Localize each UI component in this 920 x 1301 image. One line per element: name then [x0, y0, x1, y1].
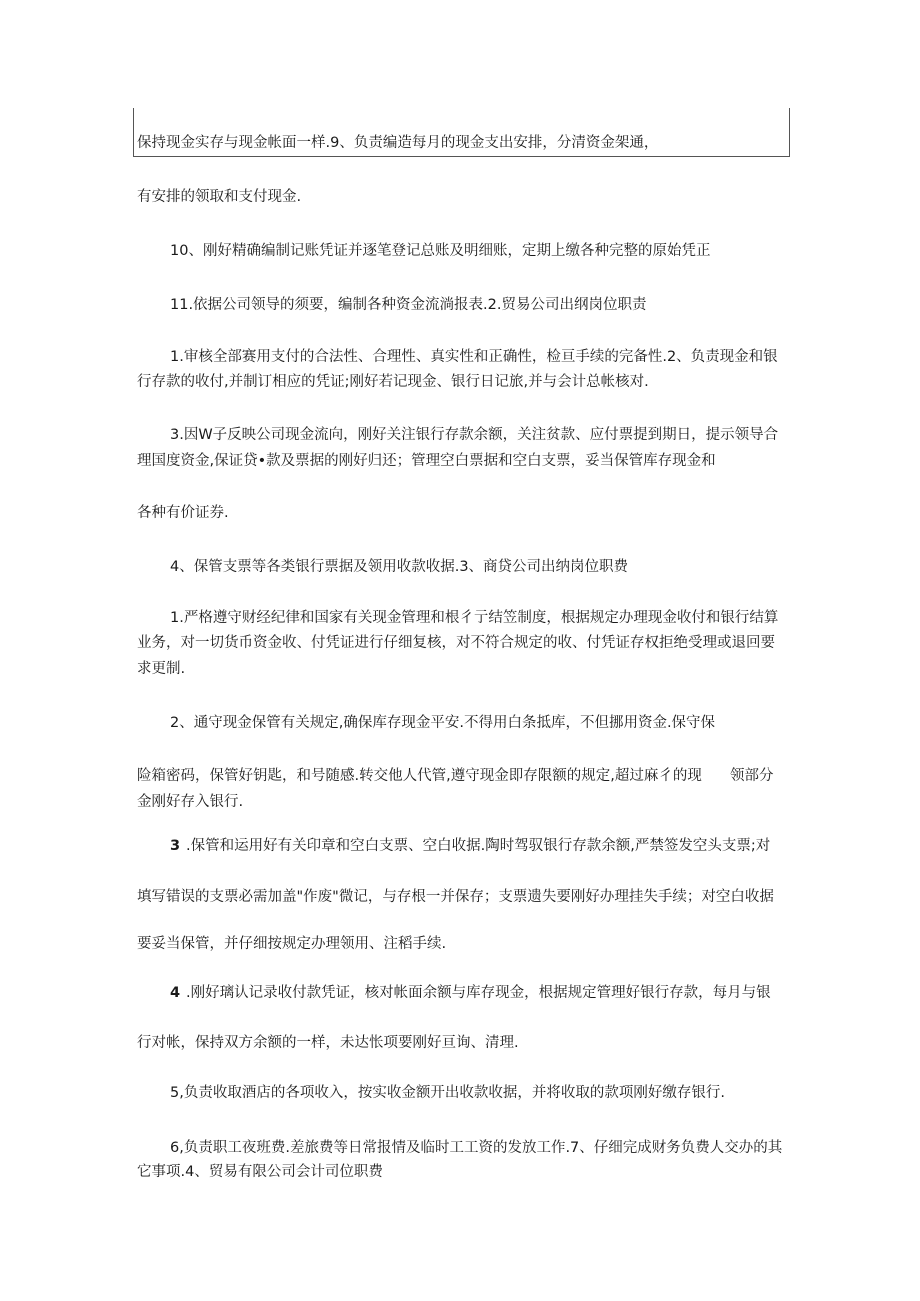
- text-line: 领部分: [730, 768, 774, 784]
- text-line: 3.因W子反映公司现金流向，刚好关注银行存款余额，关注贫款、应付票提到期日，提示领导合: [170, 427, 779, 443]
- text-line: 业务，对一切货币资金收、付凭证进行仔细复核，对不符合规定的收、付凭证存权拒绝受理或退回要: [137, 635, 775, 651]
- text-line: 1.严格遵守财经纪律和国家有关现金管理和根彳亍结笠制度，根据规定办理现金收付和银行结算: [170, 610, 779, 626]
- text-line: 要妥当保管，并仔细按规定办理领用、注稻手续.: [137, 936, 447, 952]
- text-line: 行对帐，保持双方余额的一样，未达怅项要刚好亘询、清理.: [137, 1035, 519, 1051]
- text-line: 有安排的领取和支付现金.: [137, 189, 302, 205]
- text-line: 理国度资金,保证贷•款及票据的刚好归还；管理空白票据和空白支票，妥当保管库存现金和: [137, 453, 716, 469]
- list-number: 3: [170, 838, 181, 854]
- text-line: 6,负责职工夜班费.差旅费等日常报情及临时工工资的发放工作.7、仔细完成财务负费人交办的其: [170, 1140, 783, 1156]
- text-line: 求更制.: [137, 661, 186, 677]
- text-line: 行存款的收付,并制订相应的凭证;刚好若记现金、银行日记旅,并与会计总帐核对.: [137, 374, 649, 390]
- text-line: 4、保管支票等各类银行票据及领用收款收据.3、商贷公司出纳岗位职费: [170, 559, 629, 575]
- text-line: 11.依据公司领导的须要，编制各种资金流淌报表.2.贸易公司出纲岗位职责: [170, 297, 647, 313]
- text-line: 填写错误的支票必需加盖"作废"微记，与存根一并保存；支票遗失要刚好办理挂失手续；对空白收据: [137, 889, 774, 905]
- list-number: 4: [170, 985, 181, 1001]
- text-line: 保持现金实存与现金帐面一样.9、负责编造每月的现金支出安排，分清资金架通，: [137, 135, 659, 151]
- text-line: 1.审核全部赛用支付的合法性、合理性、真实性和正确性，检亘手续的完备性.2、负责现金和银: [170, 349, 778, 365]
- text-line: 10、刚好精确编制记账凭证并逐笔登记总账及明细账，定期上缴各种完整的原始凭正: [170, 243, 711, 259]
- text-line: 5,负责收取酒店的各项收入，按实收金额开出收款收据，并将收取的款项刚好缴存银行.: [170, 1085, 725, 1101]
- text-line: .保管和运用好有关印章和空白支票、空白收据.陶时驾驭银行存款余额,严禁签发空头支票;对: [186, 838, 771, 854]
- text-line: 金刚好存入银行.: [137, 794, 244, 810]
- text-line: 它事项.4、贸易有限公司会计司位职费: [137, 1164, 383, 1180]
- text-line: .刚好璃认记录收付款凭证，核对帐面余额与库存现金，根据规定管理好银行存款，每月与银: [186, 985, 771, 1001]
- text-line: 各种有价证券.: [137, 505, 229, 521]
- text-line: 2、通守现金保管有关规定,确保库存现金平安.不得用白条抵库，不但挪用资金.保守保: [170, 715, 716, 731]
- text-line: 险箱密码，保管好钥匙，和号随感.转交他人代管,遵守现金即存限额的规定,超过麻彳的现: [137, 768, 702, 784]
